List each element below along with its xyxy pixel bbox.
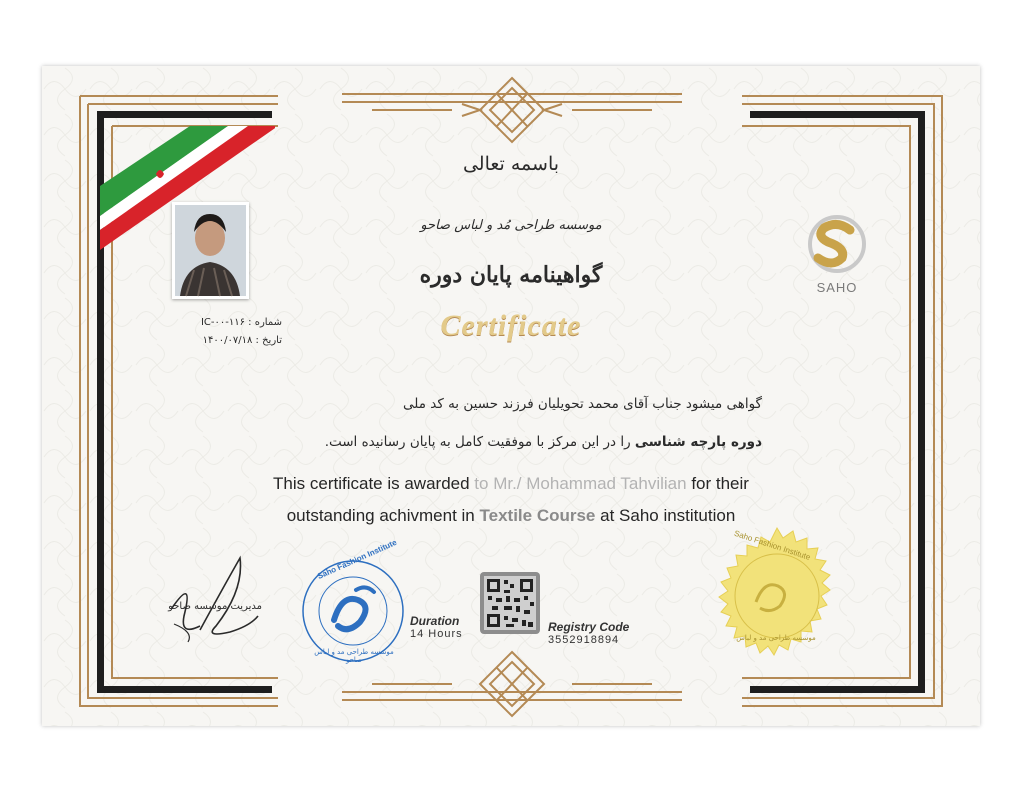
saho-logo-text: SAHO xyxy=(816,280,858,295)
certificate-paper xyxy=(42,66,980,726)
certificate-number: شماره : ۱۱۶-IC-۰۰ xyxy=(200,317,282,328)
body-line-2-fa: دوره پارچه شناسی را در این مرکز با موفقیت کامل به پایان رسانیده است. xyxy=(324,434,762,450)
certificate-title-fa: گواهینامه پایان دوره xyxy=(419,262,603,288)
duration-value: 14 Hours xyxy=(410,628,463,640)
body-line-2-en: outstanding achivment in Textile Course at Saho institution xyxy=(286,506,736,525)
stamp-bottom-text: موسسه طراحی مد و لباس صاحو xyxy=(314,648,394,664)
course-name-en: Textile Course xyxy=(479,506,596,525)
institute-stamp xyxy=(298,537,408,666)
stamp-ring-text: Saho Fashion Institute xyxy=(316,537,399,581)
registry-value: 3552918894 xyxy=(548,634,620,646)
duration-label: Duration xyxy=(410,614,460,628)
saho-logo xyxy=(792,214,882,294)
seal-bottom-text: موسسه طراحی مد و لباس xyxy=(736,634,816,642)
institute-name: موسسه طراحی مُد و لباس صاحو xyxy=(420,218,602,233)
duration-block xyxy=(410,614,490,640)
body-line-1-fa: گواهی میشود جناب آقای محمد تحویلیان فرزند حسین به کد ملی xyxy=(403,396,762,412)
qr-code-icon xyxy=(484,576,536,630)
course-name-fa: دوره پارچه شناسی xyxy=(634,434,762,450)
saho-s-icon xyxy=(792,214,882,274)
basmala: باسمه تعالی xyxy=(462,153,560,175)
signature-caption: مدیریت موسسه صاحو xyxy=(168,601,262,612)
qr-code xyxy=(480,572,540,634)
registry-block xyxy=(548,620,658,646)
body-line-1-en: This certificate is awarded to Mr./ Mohammad Tahvilian for their xyxy=(273,474,749,493)
certificate-date: تاریخ : ۱۴۰۰/۰۷/۱۸ xyxy=(202,335,282,346)
gold-seal xyxy=(702,526,852,676)
certificate-title-en: Certificate xyxy=(440,309,582,342)
signature-scribble xyxy=(154,546,274,646)
recipient-name: to Mr./ Mohammad Tahvilian xyxy=(474,474,687,493)
registry-label: Registry Code xyxy=(548,620,630,634)
seal-ring-text: Saho Fashion Institute xyxy=(733,528,812,562)
